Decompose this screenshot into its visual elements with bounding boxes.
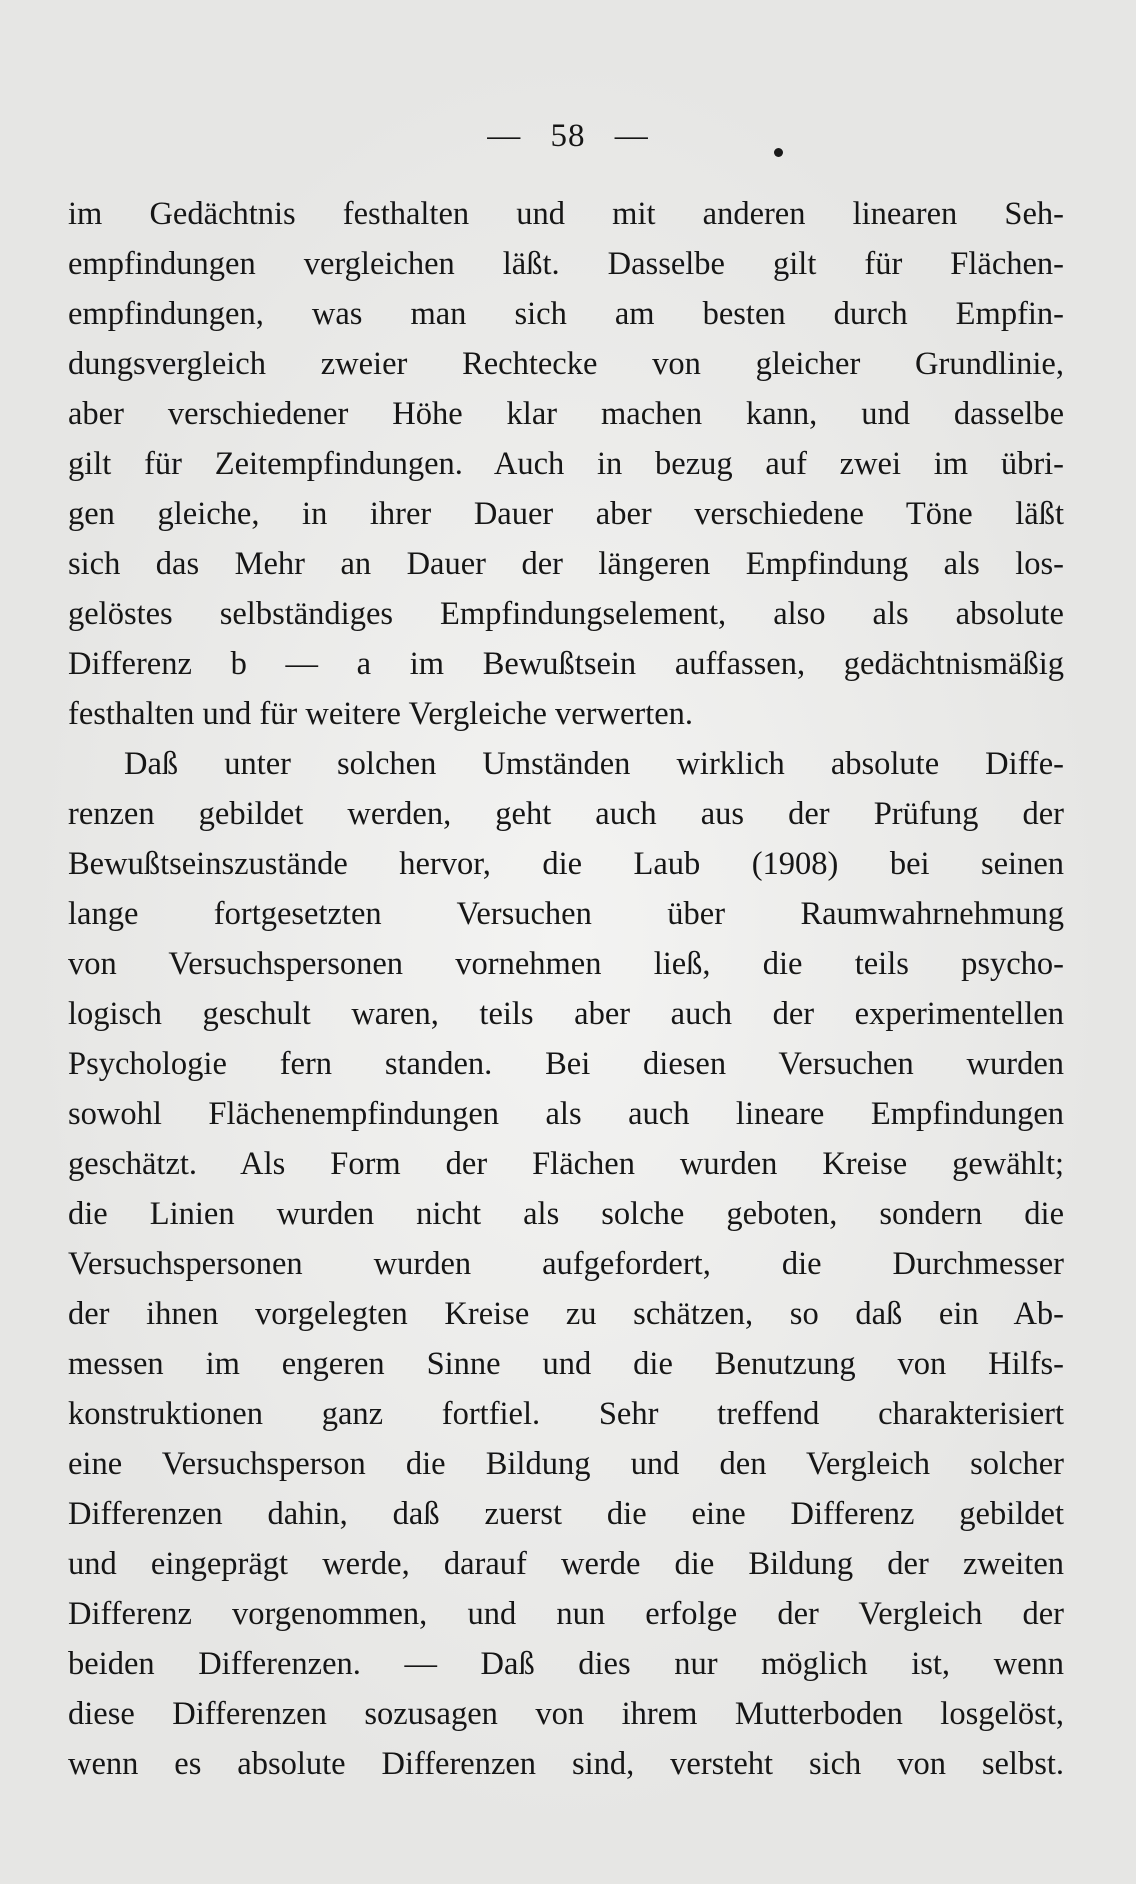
text-line: Bewußtseinszustände hervor, die Laub (1908) bei seinen: [68, 846, 1064, 882]
text-line: sowohl Flächenempfindungen als auch lineare Empfindungen: [68, 1096, 1064, 1132]
text-line: wenn es absolute Differenzen sind, versteht sich von selbst.: [68, 1746, 1064, 1782]
header-dash-left: —: [487, 118, 522, 154]
text-line: Differenz vorgenommen, und nun erfolge der Vergleich der: [68, 1596, 1064, 1632]
text-line: renzen gebildet werden, geht auch aus der Prüfung der: [68, 796, 1064, 832]
text-line: Differenzen dahin, daß zuerst die eine Differenz gebildet: [68, 1496, 1064, 1532]
page-header: [0, 118, 1136, 155]
text-line: Versuchspersonen wurden aufgefordert, die Durchmesser: [68, 1246, 1064, 1282]
text-line: sich das Mehr an Dauer der längeren Empfindung als los-: [68, 546, 1064, 582]
text-line: Psychologie fern standen. Bei diesen Versuchen wurden: [68, 1046, 1064, 1082]
text-line: die Linien wurden nicht als solche geboten, sondern die: [68, 1196, 1064, 1232]
body-text: [68, 189, 1064, 1789]
text-line: logisch geschult waren, teils aber auch der experimentellen: [68, 996, 1064, 1032]
text-line: lange fortgesetzten Versuchen über Raumwahrnehmung: [68, 896, 1064, 932]
text-line: gilt für Zeitempfindungen. Auch in bezug auf zwei im übri-: [68, 446, 1064, 482]
text-line: und eingeprägt werde, darauf werde die Bildung der zweiten: [68, 1546, 1064, 1582]
text-line: Daß unter solchen Umständen wirklich absolute Diffe-: [124, 746, 1064, 782]
text-line: messen im engeren Sinne und die Benutzung von Hilfs-: [68, 1346, 1064, 1382]
text-line: im Gedächtnis festhalten und mit anderen linearen Seh-: [68, 196, 1064, 232]
text-line: eine Versuchsperson die Bildung und den Vergleich solcher: [68, 1446, 1064, 1482]
text-line: Differenz b — a im Bewußtsein auffassen, gedächtnismäßig: [68, 646, 1064, 682]
text-line: der ihnen vorgelegten Kreise zu schätzen, so daß ein Ab-: [68, 1296, 1064, 1332]
header-dash-right: —: [614, 118, 649, 154]
page-number: 58: [550, 118, 586, 154]
text-line: beiden Differenzen. — Daß dies nur möglich ist, wenn: [68, 1646, 1064, 1682]
text-line: festhalten und für weitere Vergleiche verwerten.: [68, 696, 694, 732]
text-line: gen gleiche, in ihrer Dauer aber verschiedene Töne läßt: [68, 496, 1064, 532]
text-line: konstruktionen ganz fortfiel. Sehr treffend charakterisiert: [68, 1396, 1064, 1432]
text-line: gelöstes selbständiges Empfindungselement, also als absolute: [68, 596, 1064, 632]
text-line: dungsvergleich zweier Rechtecke von gleicher Grundlinie,: [68, 346, 1064, 382]
print-mark-dot: [774, 148, 783, 157]
text-line: von Versuchspersonen vornehmen ließ, die teils psycho-: [68, 946, 1064, 982]
text-line: diese Differenzen sozusagen von ihrem Mutterboden losgelöst,: [68, 1696, 1064, 1732]
text-line: aber verschiedener Höhe klar machen kann, und dasselbe: [68, 396, 1064, 432]
text-line: geschätzt. Als Form der Flächen wurden Kreise gewählt;: [68, 1146, 1064, 1182]
text-line: empfindungen, was man sich am besten durch Empfin-: [68, 296, 1064, 332]
text-line: empfindungen vergleichen läßt. Dasselbe gilt für Flächen-: [68, 246, 1064, 282]
